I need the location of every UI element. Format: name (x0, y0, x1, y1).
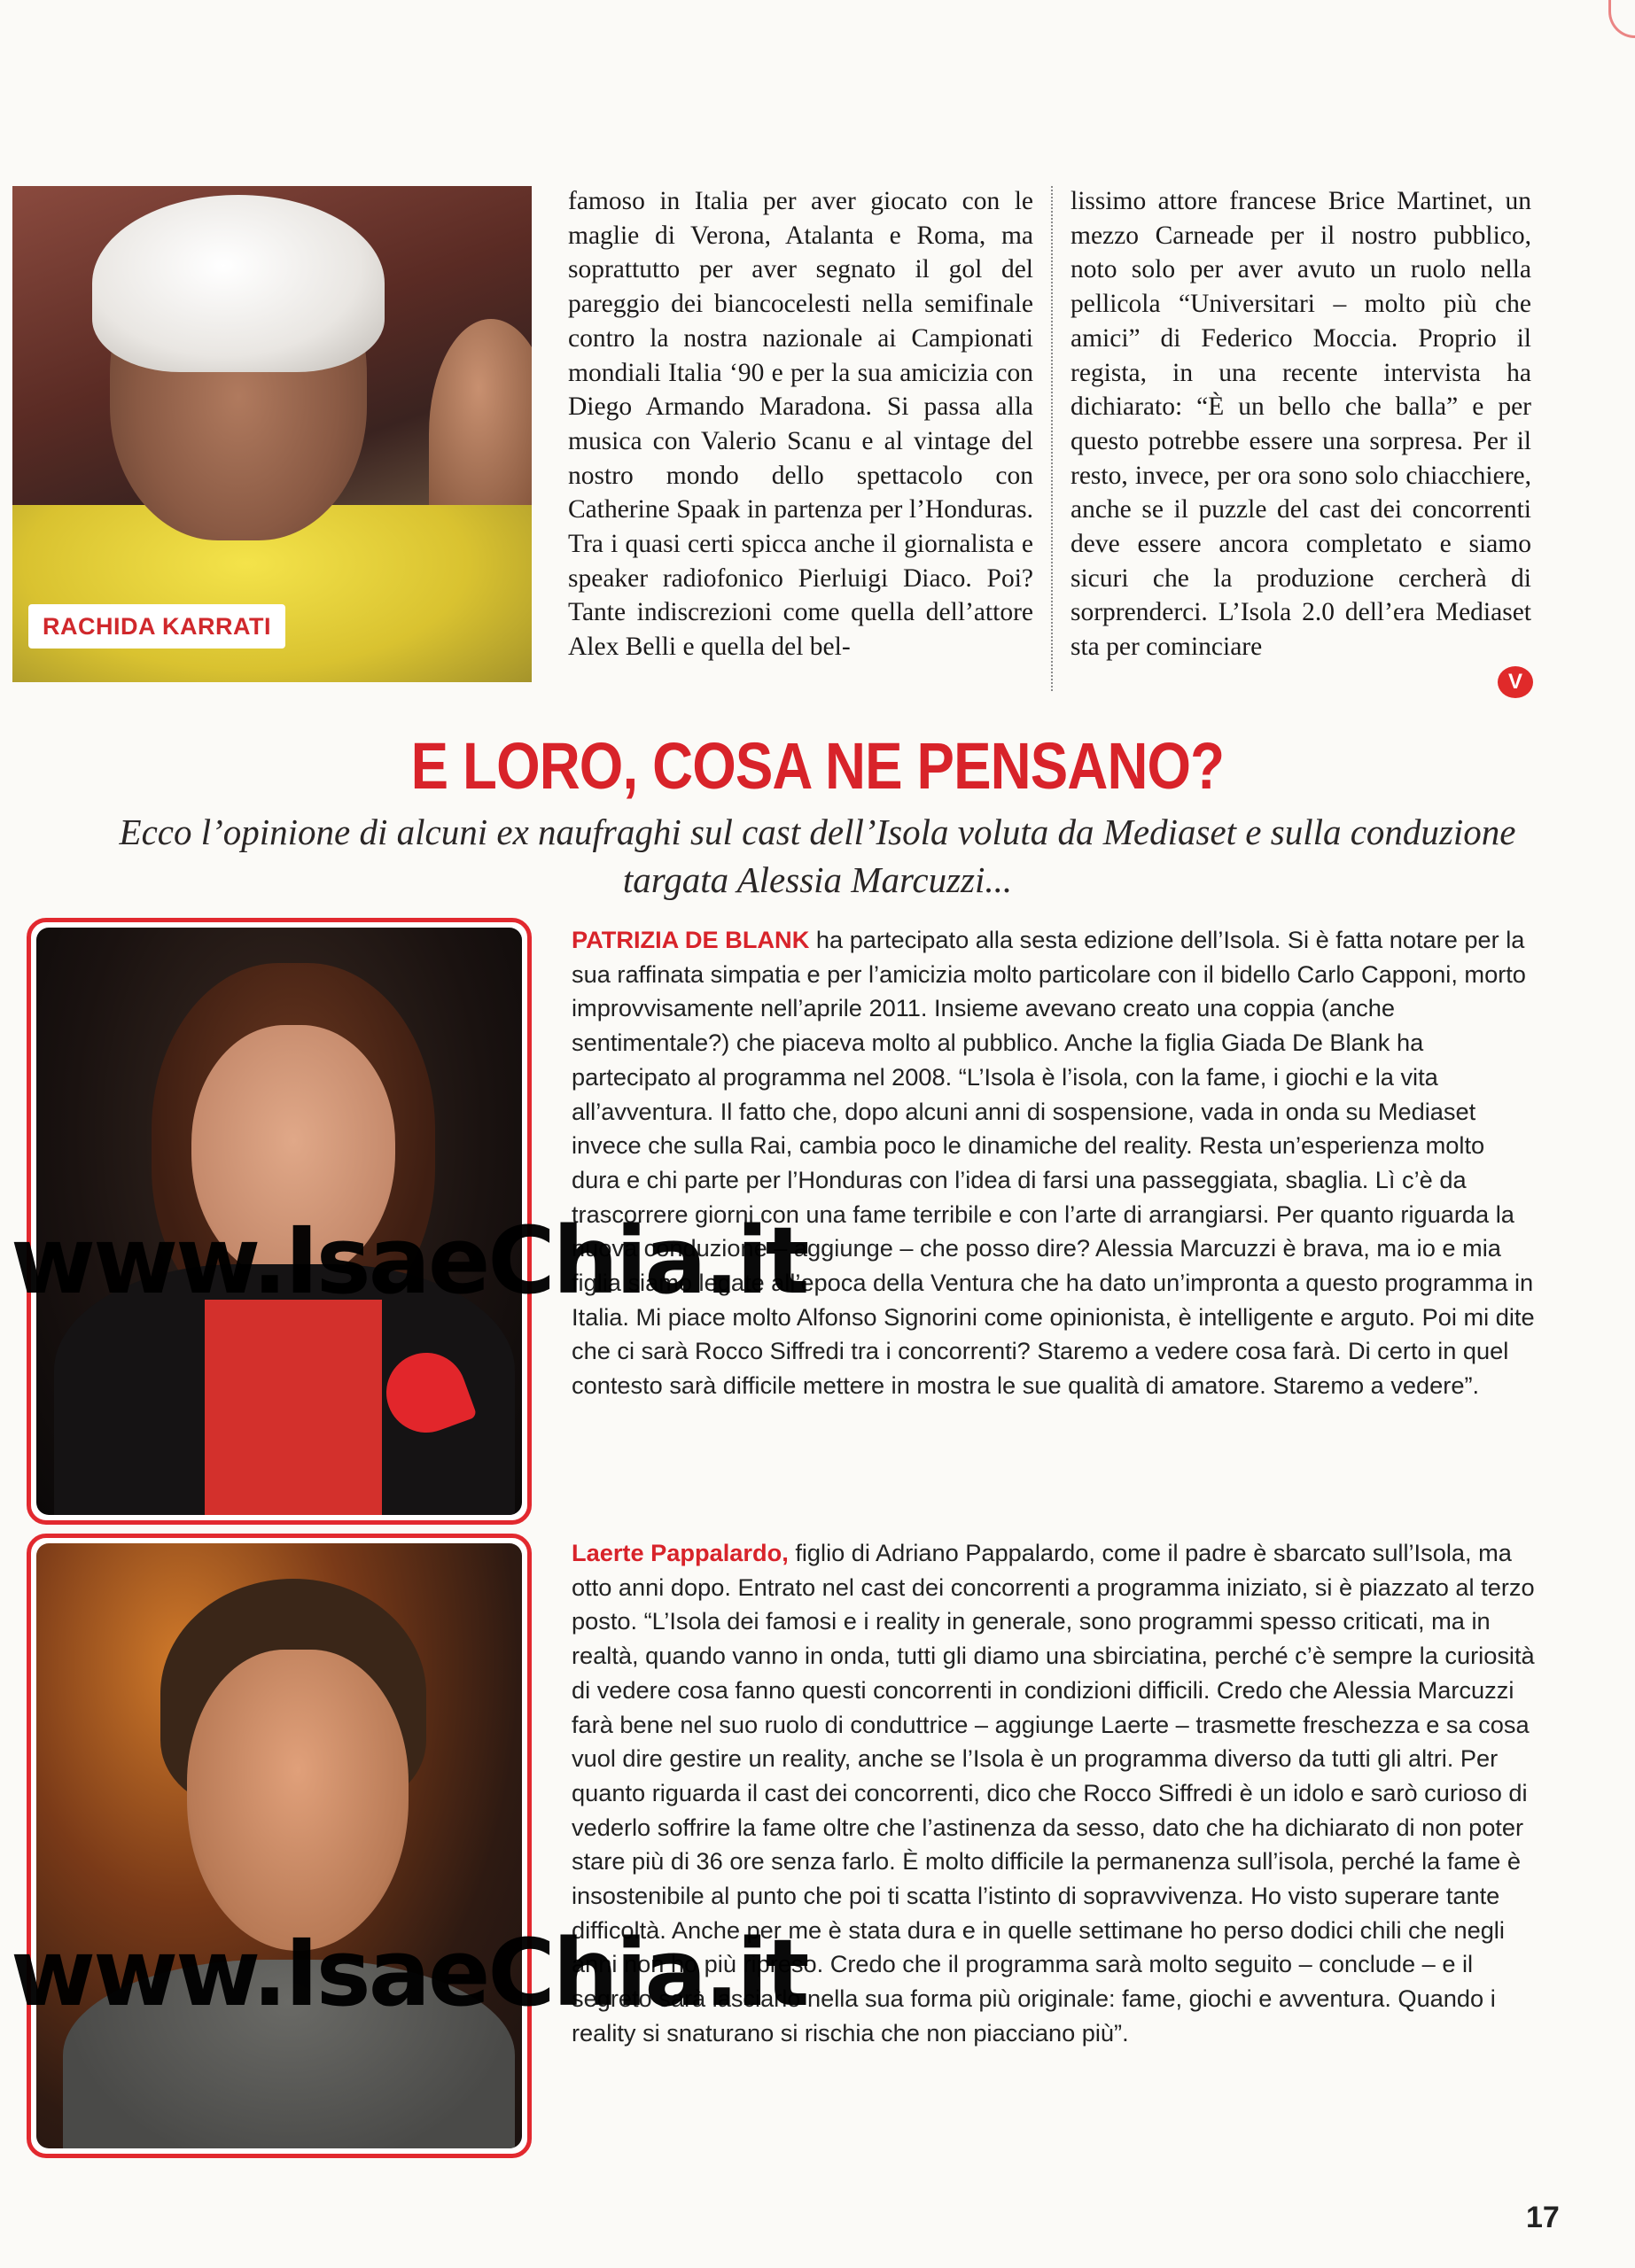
corner-decoration (1608, 0, 1635, 38)
article-column-2-text: lissimo attore francese Brice Martinet, un mezzo Carneade per il nostro pubblico, noto solo per aver avuto un ruolo nella pellicola “Universitari – molto più che amici” di Federico Moccia. Proprio il regista, in una recente intervista ha dichiarato: “È un bello che balla” e per questo potrebbe essere una sorpresa. Per il resto, invece, per ora sono solo chiacchiere, anche se il puzzle del cast dei concorrenti deve essere ancora completato e siamo sicuri che la produzione cercherà di sorprenderci. L’Isola 2.0 dell’era Mediaset sta per cominciare (1071, 187, 1531, 662)
watermark: www.IsaeChia.it (11, 1919, 807, 2027)
article-column-1-text: famoso in Italia per aver giocato con le maglie di Verona, Atalanta e Roma, ma soprattutto per aver segnato il gol del pareggio dei biancocelesti nella semifinale contro la nostra nazionale ai Campionati mondiali Italia ‘90 e per la sua amicizia con Diego Armando Maradona. Si passa alla musica con Valerio Scanu e al vintage del nostro mondo dello spettacolo con Catherine Spaak in partenza per l’Honduras. Tra i quasi certi spicca anche il giornalista e speaker radiofonico Pierluigi Diaco. Poi? Tante indiscrezioni come quella dell’attore Alex Belli e quella del bel- (568, 187, 1033, 662)
photo-caption: RACHIDA KARRATI (28, 604, 285, 649)
interview-text: ha partecipato alla sesta edizione dell’Isola. Si è fatta notare per la sua raffinata simpatia e per l’amicizia molto particolare con il bidello Carlo Capponi, morto improvvisamente nell’aprile 2011. Insieme avevano creato una coppia (anche sentimentale?) che piaceva molto al pubblico. Anche la figlia Giada De Blank ha partecipato al programma nel 2008. “L’Isola è l’isola, con la fame, i giochi e la vita all’avventura. Il fatto che, dopo alcuni anni di sospensione, vada in onda su Mediaset invece che sulla Rai, cambia poco le dinamiche del reality. Resta un’esperienza molto dura e chi parte per l’Honduras con l’idea di farsi una passeggiata, sbaglia. Lì c’è da trascorrere giorni con una fame terribile e con l’arte di arrangiarsi. Per quanto riguarda la nuova conduzione – aggiunge – che posso dire? Alessia Marcuzzi è brava, ma io e mia figlia siamo legate all’epoca della Ventura che ha dato un’impronta a questo programma in Italia. Mi piace molto Alfonso Signorini come opinionista, è intelligente e arguto. Poi mi dite che ci sarà Rocco Siffredi tra i concorrenti? Staremo a vedere cosa farà. Di certo in quel contesto sarà difficile mettere in mostra le sue qualità di amatore. Staremo a vedere”. (572, 926, 1535, 1400)
section-title: E LORO, COSA NE PENSANO? (410, 729, 1225, 803)
laerte-pappalardo-photo (27, 1534, 532, 2158)
section-subtitle: Ecco l’opinione di alcuni ex naufraghi sul cast dell’Isola voluta da Mediaset e sulla conduzione targata Alessia Marcuzzi... (119, 812, 1516, 900)
watermark: www.IsaeChia.it (11, 1207, 807, 1315)
article-column-1 (568, 184, 1033, 664)
interviewee-name: PATRIZIA DE BLANK (572, 926, 810, 953)
article-end-icon: V (1498, 666, 1533, 698)
article-column-2 (1071, 184, 1531, 664)
interview-patrizia (572, 923, 1538, 1403)
interview-text: figlio di Adriano Pappalardo, come il padre è sbarcato sull’Isola, ma otto anni dopo. Entrato nel cast dei concorrenti a programma iniziato, si è piazzato al terzo posto. “L’Isola dei famosi e i reality in generale, sono programmi spesso criticati, ma in realtà, quando vanno in onda, tutti gli diamo una sbirciatina, perché c’è sempre la curiosità di vedere cosa fanno questi concorrenti in condizioni difficili. Credo che Alessia Marcuzzi farà bene nel suo ruolo di conduttrice – aggiunge Laerte – trasmette freschezza e sa cosa vuol dire gestire un reality, anche se l’Isola è un programma diverso da tutti gli altri. Per quanto riguarda il cast dei concorrenti, dico che Rocco Siffredi è un idolo e sarò curioso di vederlo soffrire la fame oltre che l’astinenza da sesso, dato che ha dichiarato di non poter stare più di 36 ore senza farlo. È molto difficile la permanenza sull’isola, perché la fame è insostenibile al punto che poi ti scatta l’istinto di sopravvivenza. Ho visto superare tante difficoltà. Anche per me è stata dura e in quelle settimane ho perso dodici chili che negli anni non ho più ripreso. Credo che il programma sarà molto seguito – conclude – e il segreto sarà lasciarlo nella sua forma più originale: fame, giochi e avventura. Quando i reality si snaturano si rischia che non piacciano più”. (572, 1539, 1535, 2047)
page-number: 17 (1526, 2201, 1560, 2234)
interviewee-name: Laerte Pappalardo, (572, 1539, 789, 1566)
column-divider (1051, 186, 1053, 691)
